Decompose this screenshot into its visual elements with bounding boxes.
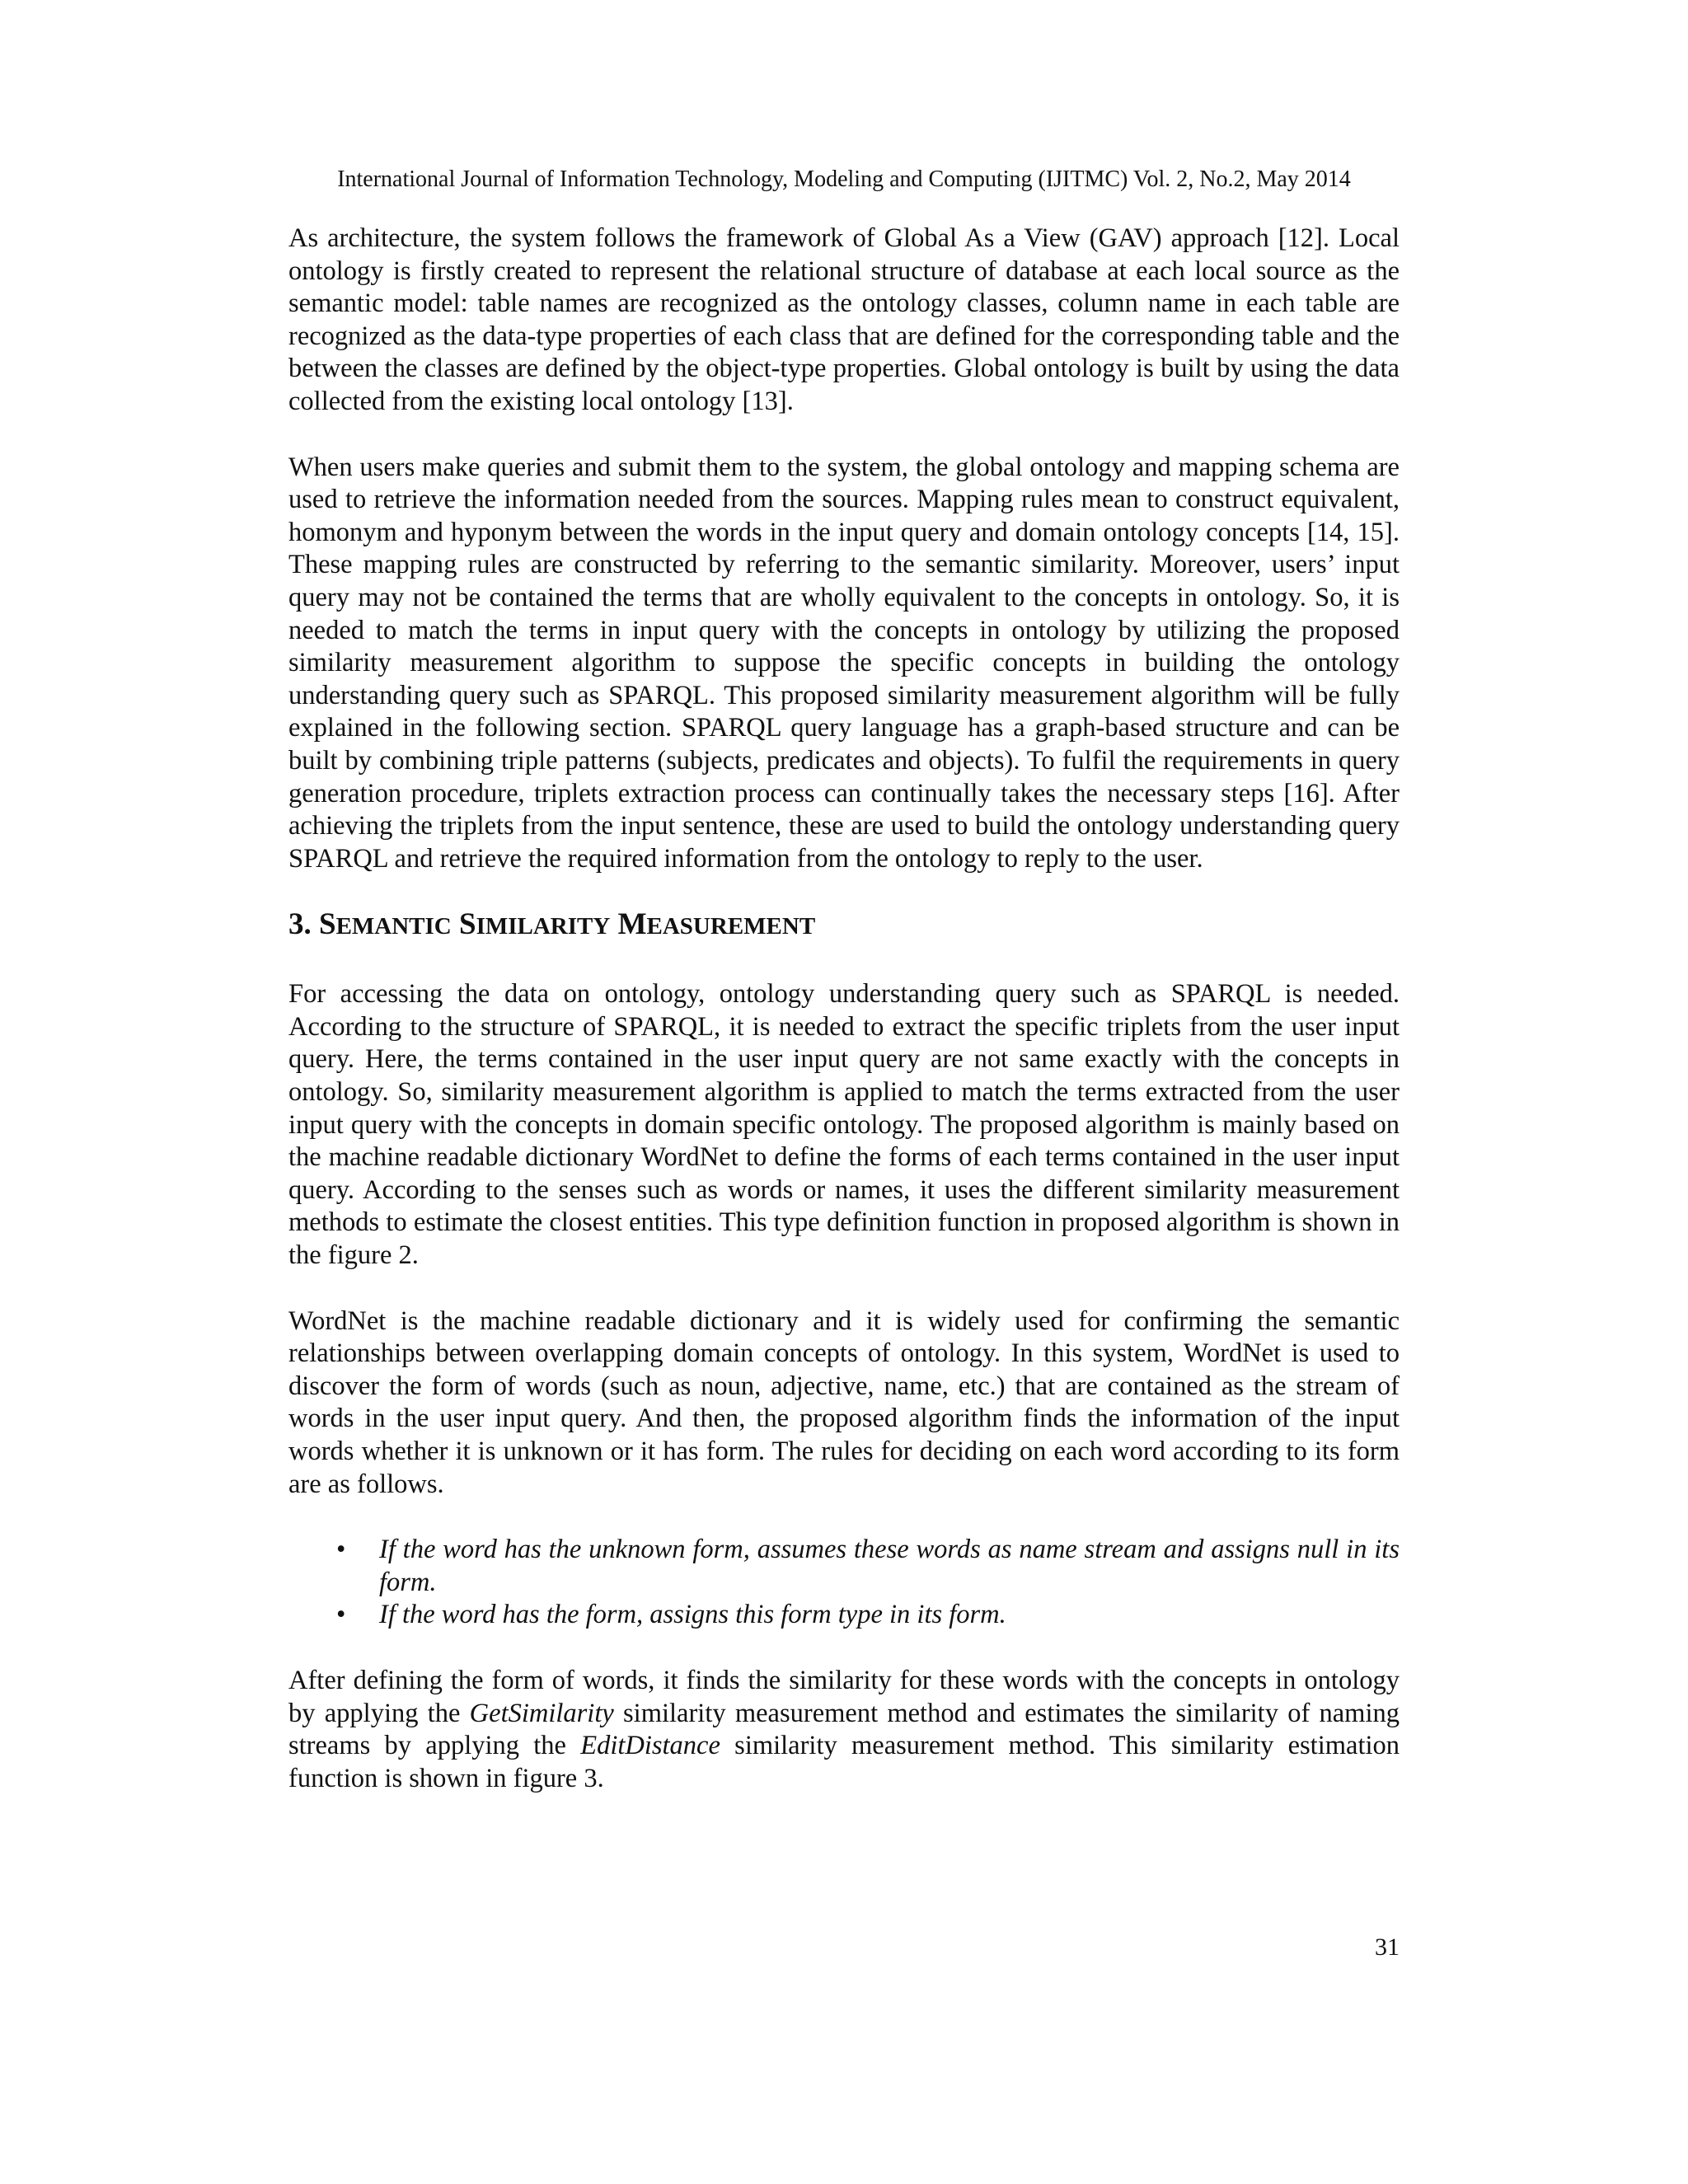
list-item-text: If the word has the unknown form, assumes these words as name stream and assigns null in its form.	[379, 1535, 1400, 1597]
bullet-icon: •	[336, 1600, 346, 1630]
list-item	[288, 1534, 1400, 1599]
paragraph-query-mapping: When users make queries and submit them to the system, the global ontology and mapping schema are used to retrieve the information needed from the sources. Mapping rules mean to construct equivalent, homonym and hyponym between the words in the input query and domain ontology concepts [14, 15]. These mapping rules are constructed by referring to the semantic similarity. Moreover, users’ input query may not be contained the terms that are wholly equivalent to the concepts in ontology. So, it is needed to match the terms in input query with the concepts in ontology by utilizing the proposed similarity measurement algorithm to suppose the specific concepts in building the ontology understanding query such as SPARQL. This proposed similarity measurement algorithm will be fully explained in the following section. SPARQL query language has a graph-based structure and can be built by combining triple patterns (subjects, predicates and objects). To fulfil the requirements in query generation procedure, triplets extraction process can continually takes the necessary steps [16]. After achieving the triplets from the input sentence, these are used to build the ontology understanding query SPARQL and retrieve the required information from the ontology to reply to the user.	[288, 452, 1400, 874]
body-text	[288, 223, 1400, 1795]
list-item	[288, 1599, 1400, 1632]
paragraph-gav-architecture: As architecture, the system follows the framework of Global As a View (GAV) approach [12]. Local ontology is firstly created to represent the relational structure of database at each local source as the semantic model: table names are recognized as the ontology classes, column name in each table are recognized as the data-type properties of each class that are defined for the corresponding table and the between the classes are defined by the object-type properties. Global ontology is built by using the data collected from the existing local ontology [13].	[288, 223, 1400, 416]
method-name-editdistance: EditDistance	[580, 1731, 720, 1761]
section-heading: 3. SEMANTIC SIMILARITY MEASUREMENT	[288, 907, 816, 942]
bullet-icon: •	[336, 1535, 346, 1565]
page-number: 31	[1375, 1933, 1400, 1961]
list-item-text: If the word has the form, assigns this form type in its form.	[379, 1600, 1006, 1630]
paragraph-sparql-access: For accessing the data on ontology, ontology understanding query such as SPARQL is needed. According to the structure of SPARQL, it is needed to extract the specific triplets from the user input query. Here, the terms contained in the user input query are not same exactly with the concepts in ontology. So, similarity measurement algorithm is applied to match the terms extracted from the user input query with the concepts in domain specific ontology. The proposed algorithm is mainly based on the machine readable dictionary WordNet to define the forms of each terms contained in the user input query. According to the senses such as words or names, it uses the different similarity measurement methods to estimate the closest entities. This type definition function in proposed algorithm is shown in the figure 2.	[288, 979, 1400, 1271]
paragraph-similarity-estimation: After defining the form of words, it finds the similarity for these words with the concepts in ontology by applying the GetSimilarity similarity measurement method and estimates the similarity of naming streams by applying the EditDistance similarity measurement method. This similarity estimation function is shown in figure 3.	[288, 1665, 1400, 1793]
rules-list	[288, 1534, 1400, 1632]
method-name-getsimilarity: GetSimilarity	[469, 1698, 614, 1728]
paragraph-wordnet: WordNet is the machine readable dictionary and it is widely used for confirming the semantic relationships between overlapping domain concepts of ontology. In this system, WordNet is used to discover the form of words (such as noun, adjective, name, etc.) that are contained as the stream of words in the user input query. And then, the proposed algorithm finds the information of the input words whether it is unknown or it has form. The rules for deciding on each word according to its form are as follows.	[288, 1305, 1400, 1499]
section-number: 3.	[288, 907, 319, 942]
running-header: International Journal of Information Technology, Modeling and Computing (IJITMC) Vol. 2, No.2, May 2014	[337, 166, 1351, 192]
